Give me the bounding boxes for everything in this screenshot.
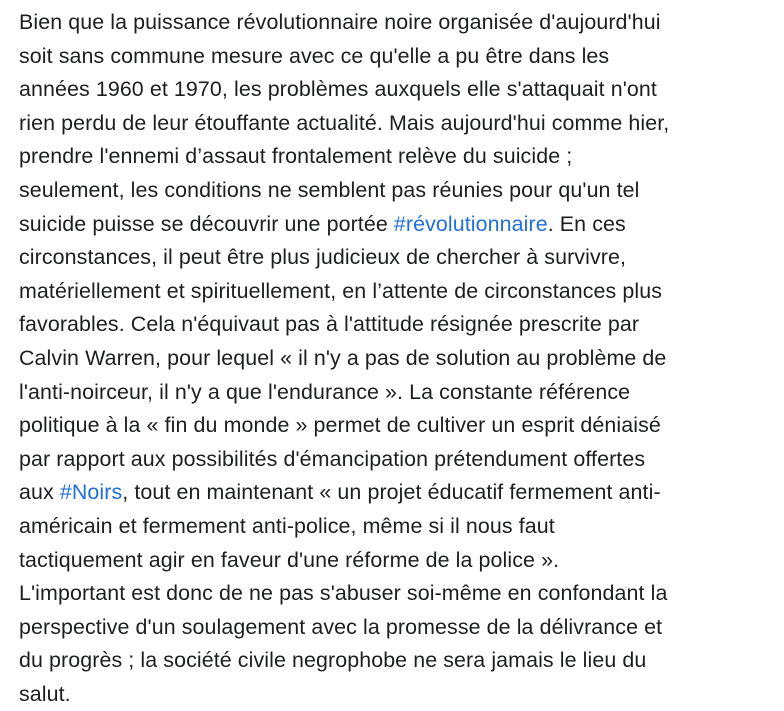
post-line: soit sans commune mesure avec ce qu'elle a pu être dans les <box>19 43 610 68</box>
post-line: perspective d'un soulagement avec la promesse de la délivrance et <box>19 614 663 639</box>
post-line: par rapport aux possibilités d'émancipation prétendument offertes <box>19 446 646 471</box>
post-line: Calvin Warren, pour lequel « il n'y a pas de solution au problème de <box>19 345 667 370</box>
post-line: tactiquement agir en faveur d'une réforme de la police ». <box>19 547 560 572</box>
post-line: politique à la « fin du monde » permet de cultiver un esprit déniaisé <box>19 413 661 438</box>
post-line: Bien que la puissance révolutionnaire noire organisée d'aujourd'hui <box>19 10 661 34</box>
post-line: L'important est donc de ne pas s'abuser soi-même en confondant la <box>19 581 668 606</box>
post-line: matériellement et spirituellement, en l’attente de circonstances plus <box>19 278 662 303</box>
post-text-segment: . En ces <box>547 211 626 236</box>
post-line: du progrès ; la société civile negrophobe ne sera jamais le lieu du <box>19 648 647 673</box>
post-line <box>19 208 774 242</box>
post-line: l'anti-noirceur, il n'y a que l'endurance ». La constante référence <box>19 379 631 404</box>
post-line <box>19 476 774 510</box>
post-line: circonstances, il peut être plus judicieux de chercher à survivre, <box>19 245 627 270</box>
post-line: favorables. Cela n'équivaut pas à l'attitude résignée prescrite par <box>19 312 640 337</box>
post-text-segment: aux <box>19 480 60 505</box>
post-line: salut. <box>19 681 71 706</box>
post-line: seulement, les conditions ne semblent pas réunies pour qu'un tel <box>19 177 640 202</box>
post-text-segment: , tout en maintenant « un projet éducatif fermement anti- <box>122 480 661 505</box>
post-line: années 1960 et 1970, les problèmes auxquels elle s'attaquait n'ont <box>19 77 657 102</box>
post-text-segment: suicide puisse se découvrir une portée <box>19 211 394 236</box>
post-line: américain et fermement anti-police, même si il nous faut <box>19 513 555 538</box>
post-line: rien perdu de leur étouffante actualité. Mais aujourd'hui comme hier, <box>19 110 670 135</box>
hashtag-noirs-link[interactable]: #Noirs <box>59 480 123 505</box>
hashtag-revolutionnaire-link[interactable]: #révolutionnaire <box>393 211 548 236</box>
post-line: prendre l'ennemi d’assaut frontalement relève du suicide ; <box>19 144 573 169</box>
